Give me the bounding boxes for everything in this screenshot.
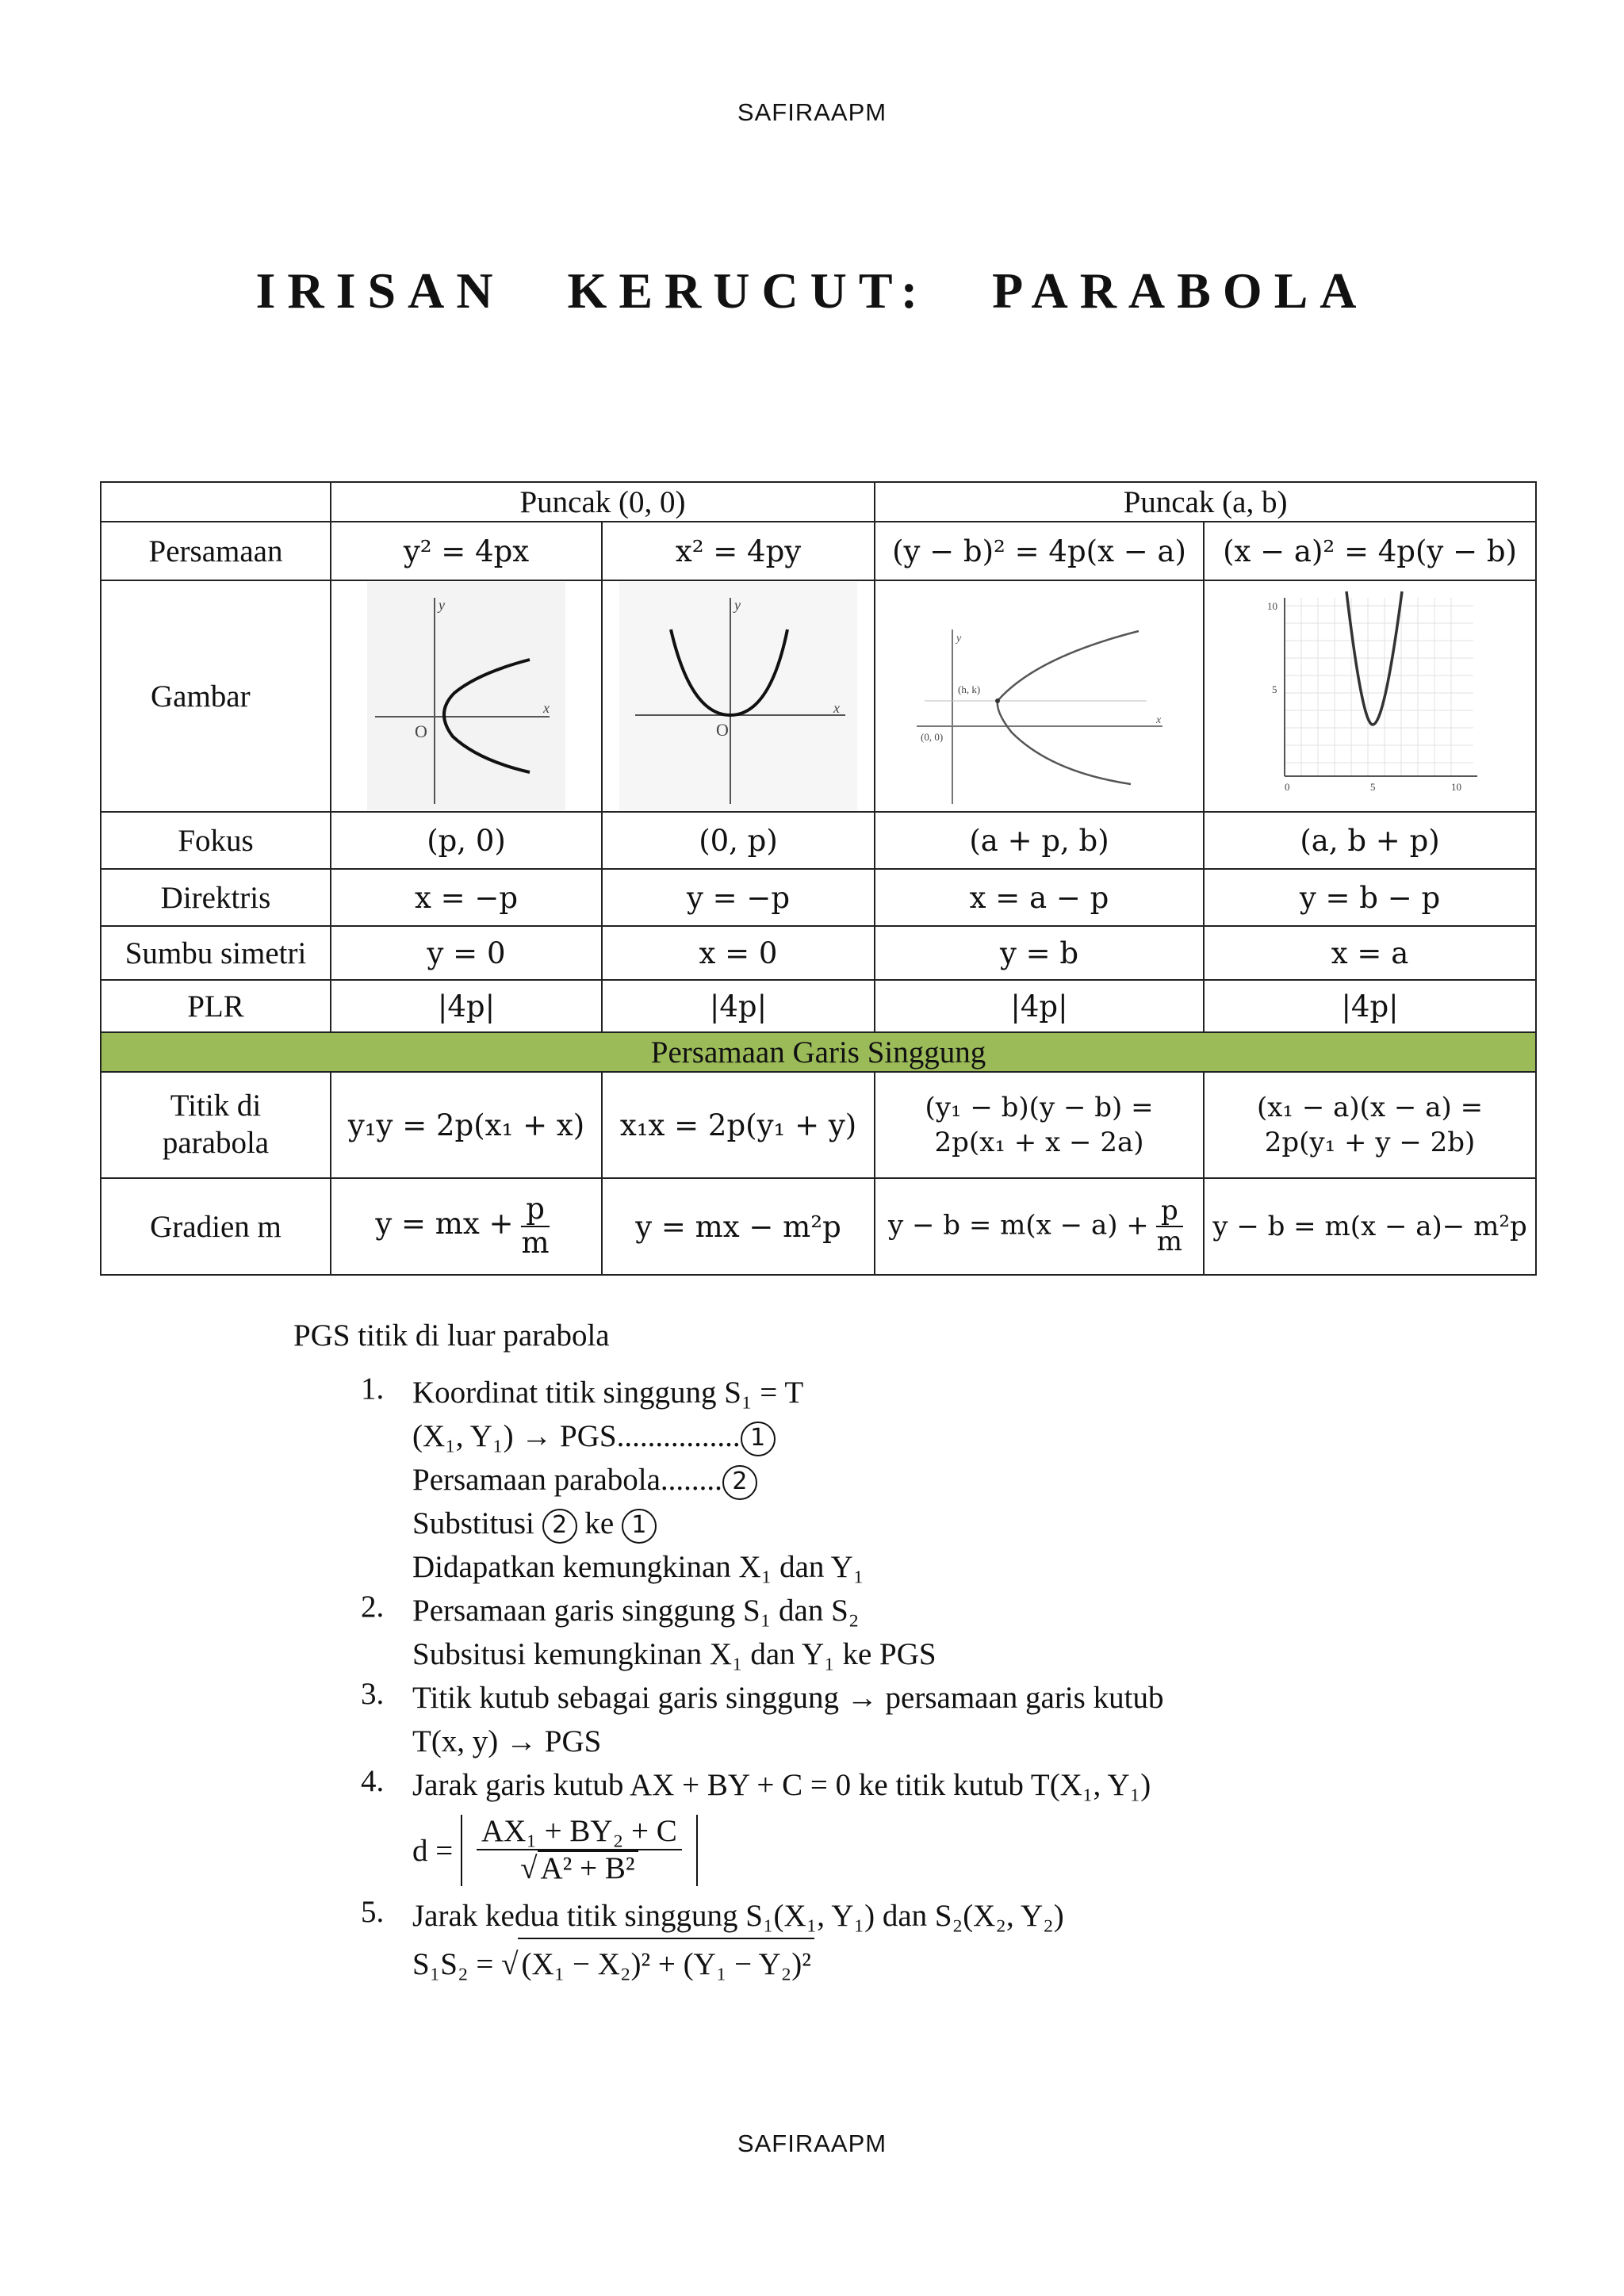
titik-3-line2: 2p(x₁ + x − 2a) [934, 1127, 1144, 1158]
note-line: Jarak garis kutub AX + BY + C = 0 ke titik kutub T(X₁, Y₁) [412, 1768, 1151, 1802]
frac-den: m [521, 1226, 550, 1260]
label-titik-text: Titik di parabola [162, 1089, 270, 1160]
formula-lhs: d = [412, 1833, 454, 1868]
graph-4-cell [1204, 580, 1536, 812]
direktris-2: y = −p [602, 869, 875, 926]
tick-5: 5 [1271, 683, 1277, 695]
graph-shifted-horizontal-parabola [909, 582, 1170, 810]
label-sumbu: Sumbu simetri [101, 926, 331, 980]
gradien-3 [875, 1178, 1204, 1275]
titik-4 [1204, 1072, 1536, 1178]
list-item-2 [293, 1589, 1483, 1676]
circled-two: 2 [722, 1465, 757, 1500]
list-number: 3. [361, 1677, 385, 1711]
note-line: Koordinat titik singgung S₁ = T [412, 1376, 804, 1410]
list-item-3 [293, 1676, 1483, 1763]
group-header-origin: Puncak (0, 0) [331, 482, 875, 522]
gradien-1-fraction [517, 1193, 554, 1259]
note-line: S₁S₂ = √ (X₁ − X₂)² + (Y₁ − Y₂)² [412, 1938, 1483, 1988]
fokus-4: (a, b + p) [1204, 812, 1536, 869]
persamaan-2: x² = 4py [602, 522, 875, 580]
titik-1: y₁y = 2p(x₁ + x) [331, 1072, 602, 1178]
direktris-3: x = a − p [875, 869, 1204, 926]
plr-3: |4p| [875, 980, 1204, 1032]
label-gambar: Gambar [101, 580, 331, 812]
page-title [0, 262, 1624, 320]
fokus-2: (0, p) [602, 812, 875, 869]
notes-intro: PGS titik di luar parabola [293, 1318, 610, 1353]
circled-one: 1 [622, 1509, 657, 1544]
sumbu-3: y = b [875, 926, 1204, 980]
persamaan-1: y² = 4px [331, 522, 602, 580]
graph-shifted-vertical-parabola [1243, 582, 1497, 810]
y-axis-label: y [439, 597, 445, 613]
page-header: SAFIRAAPM [737, 98, 887, 126]
note-line: Titik kutub sebagai garis singgung → persamaan garis kutub [412, 1681, 1164, 1715]
title-word-3: PARABOLA [992, 262, 1369, 319]
gradien-2: y = mx − m²p [602, 1178, 875, 1275]
list-number: 4. [361, 1764, 385, 1798]
list-item-1 [293, 1371, 1483, 1589]
persamaan-3: (y − b)² = 4p(x − a) [875, 522, 1204, 580]
list-number: 5. [361, 1895, 385, 1929]
note-line: T(x, y) → PGS [412, 1724, 602, 1758]
tick-10: 10 [1266, 600, 1277, 612]
note-text: Substitusi [412, 1506, 534, 1540]
sumbu-4: x = a [1204, 926, 1536, 980]
note-text: (X₁, Y₁) → PGS................ [412, 1419, 741, 1453]
graph-2-cell [602, 580, 875, 812]
frac-den: m [1156, 1226, 1183, 1257]
plr-2: |4p| [602, 980, 875, 1032]
empty-corner [101, 482, 331, 522]
formula-lhs: S₁S₂ = [412, 1947, 494, 1981]
x-axis-label: x [1155, 714, 1161, 726]
frac-num: p [521, 1193, 550, 1227]
gradien-1-left: y = mx + [375, 1207, 514, 1242]
graph-3-cell [875, 580, 1204, 812]
label-plr: PLR [101, 980, 331, 1032]
frac-num: p [1156, 1196, 1183, 1227]
persamaan-4: (x − a)² = 4p(y − b) [1204, 522, 1536, 580]
notes-section [293, 1318, 1483, 1988]
titik-2: x₁x = 2p(y₁ + y) [602, 1072, 875, 1178]
origin-label: (0, 0) [920, 731, 943, 743]
origin-label: O [415, 721, 427, 741]
label-titik [101, 1072, 331, 1178]
parabola-table [100, 481, 1537, 1276]
list-number: 2. [361, 1590, 385, 1624]
note-line [412, 1502, 1483, 1545]
plr-4: |4p| [1204, 980, 1536, 1032]
note-line: Subsitusi kemungkinan X₁ dan Y₁ ke PGS [412, 1637, 936, 1671]
titik-3-line1: (y₁ − b)(y − b) = [925, 1091, 1154, 1123]
gradien-3-fraction [1152, 1196, 1187, 1257]
tick-x-10: 10 [1450, 781, 1461, 793]
vertex-label: (h, k) [957, 683, 980, 695]
list-item-5 [293, 1894, 1483, 1988]
list-item-4 [293, 1763, 1483, 1894]
circled-two: 2 [542, 1509, 577, 1544]
label-gradien: Gradien m [101, 1178, 331, 1275]
y-axis-label: y [956, 633, 961, 645]
title-word-2: KERUCUT: [567, 262, 930, 319]
frac-num: AX₁ + BY₂ + C [477, 1815, 682, 1850]
group-header-ab: Puncak (a, b) [875, 482, 1536, 522]
titik-4-line2: 2p(y₁ + y − 2b) [1264, 1127, 1476, 1158]
fokus-3: (a + p, b) [875, 812, 1204, 869]
section-pgs-header: Persamaan Garis Singgung [101, 1032, 1536, 1072]
note-line: Jarak kedua titik singgung S₁(X₁, Y₁) dan S₂(X₂, Y₂) [412, 1899, 1064, 1933]
note-line [412, 1458, 1483, 1502]
direktris-4: y = b − p [1204, 869, 1536, 926]
titik-3 [875, 1072, 1204, 1178]
y-axis-label: y [734, 597, 741, 613]
graph-1-cell [331, 580, 602, 812]
circled-one: 1 [741, 1422, 776, 1456]
origin-label: O [716, 720, 729, 740]
sqrt-content: (X₁ − X₂)² + (Y₁ − Y₂)² [518, 1938, 814, 1990]
gradien-1 [331, 1178, 602, 1275]
title-word-1: IRISAN [255, 262, 505, 319]
x-axis-label: x [833, 700, 840, 716]
note-line: Persamaan garis singgung S₁ dan S₂ [412, 1594, 860, 1628]
label-persamaan: Persamaan [101, 522, 331, 580]
plr-1: |4p| [331, 980, 602, 1032]
list-number: 1. [361, 1372, 385, 1406]
formula-fraction [477, 1815, 682, 1886]
sumbu-1: y = 0 [331, 926, 602, 980]
page-footer: SAFIRAAPM [737, 2130, 887, 2157]
label-fokus: Fokus [101, 812, 331, 869]
sumbu-2: x = 0 [602, 926, 875, 980]
x-axis-label: x [543, 700, 550, 716]
direktris-1: x = −p [331, 869, 602, 926]
titik-4-line1: (x₁ − a)(x − a) = [1256, 1091, 1484, 1123]
note-line: Didapatkan kemungkinan X₁ dan Y₁ [412, 1550, 864, 1584]
absolute-value [461, 1815, 698, 1886]
note-text: ke [584, 1506, 615, 1540]
tick-0: 0 [1284, 781, 1290, 793]
note-line [412, 1414, 1483, 1458]
graph-vertical-parabola [619, 582, 857, 810]
gradien-3-left: y − b = m(x − a) + [887, 1209, 1149, 1241]
graph-horizontal-parabola [367, 582, 565, 810]
frac-den: √ A² + B² [515, 1850, 642, 1886]
label-direktris: Direktris [101, 869, 331, 926]
fokus-1: (p, 0) [331, 812, 602, 869]
distance-formula [412, 1807, 1483, 1894]
tick-x-5: 5 [1369, 781, 1376, 793]
note-text: Persamaan parabola........ [412, 1463, 722, 1497]
sqrt-content: A² + B² [538, 1850, 638, 1886]
gradien-4: y − b = m(x − a)− m²p [1204, 1178, 1536, 1275]
